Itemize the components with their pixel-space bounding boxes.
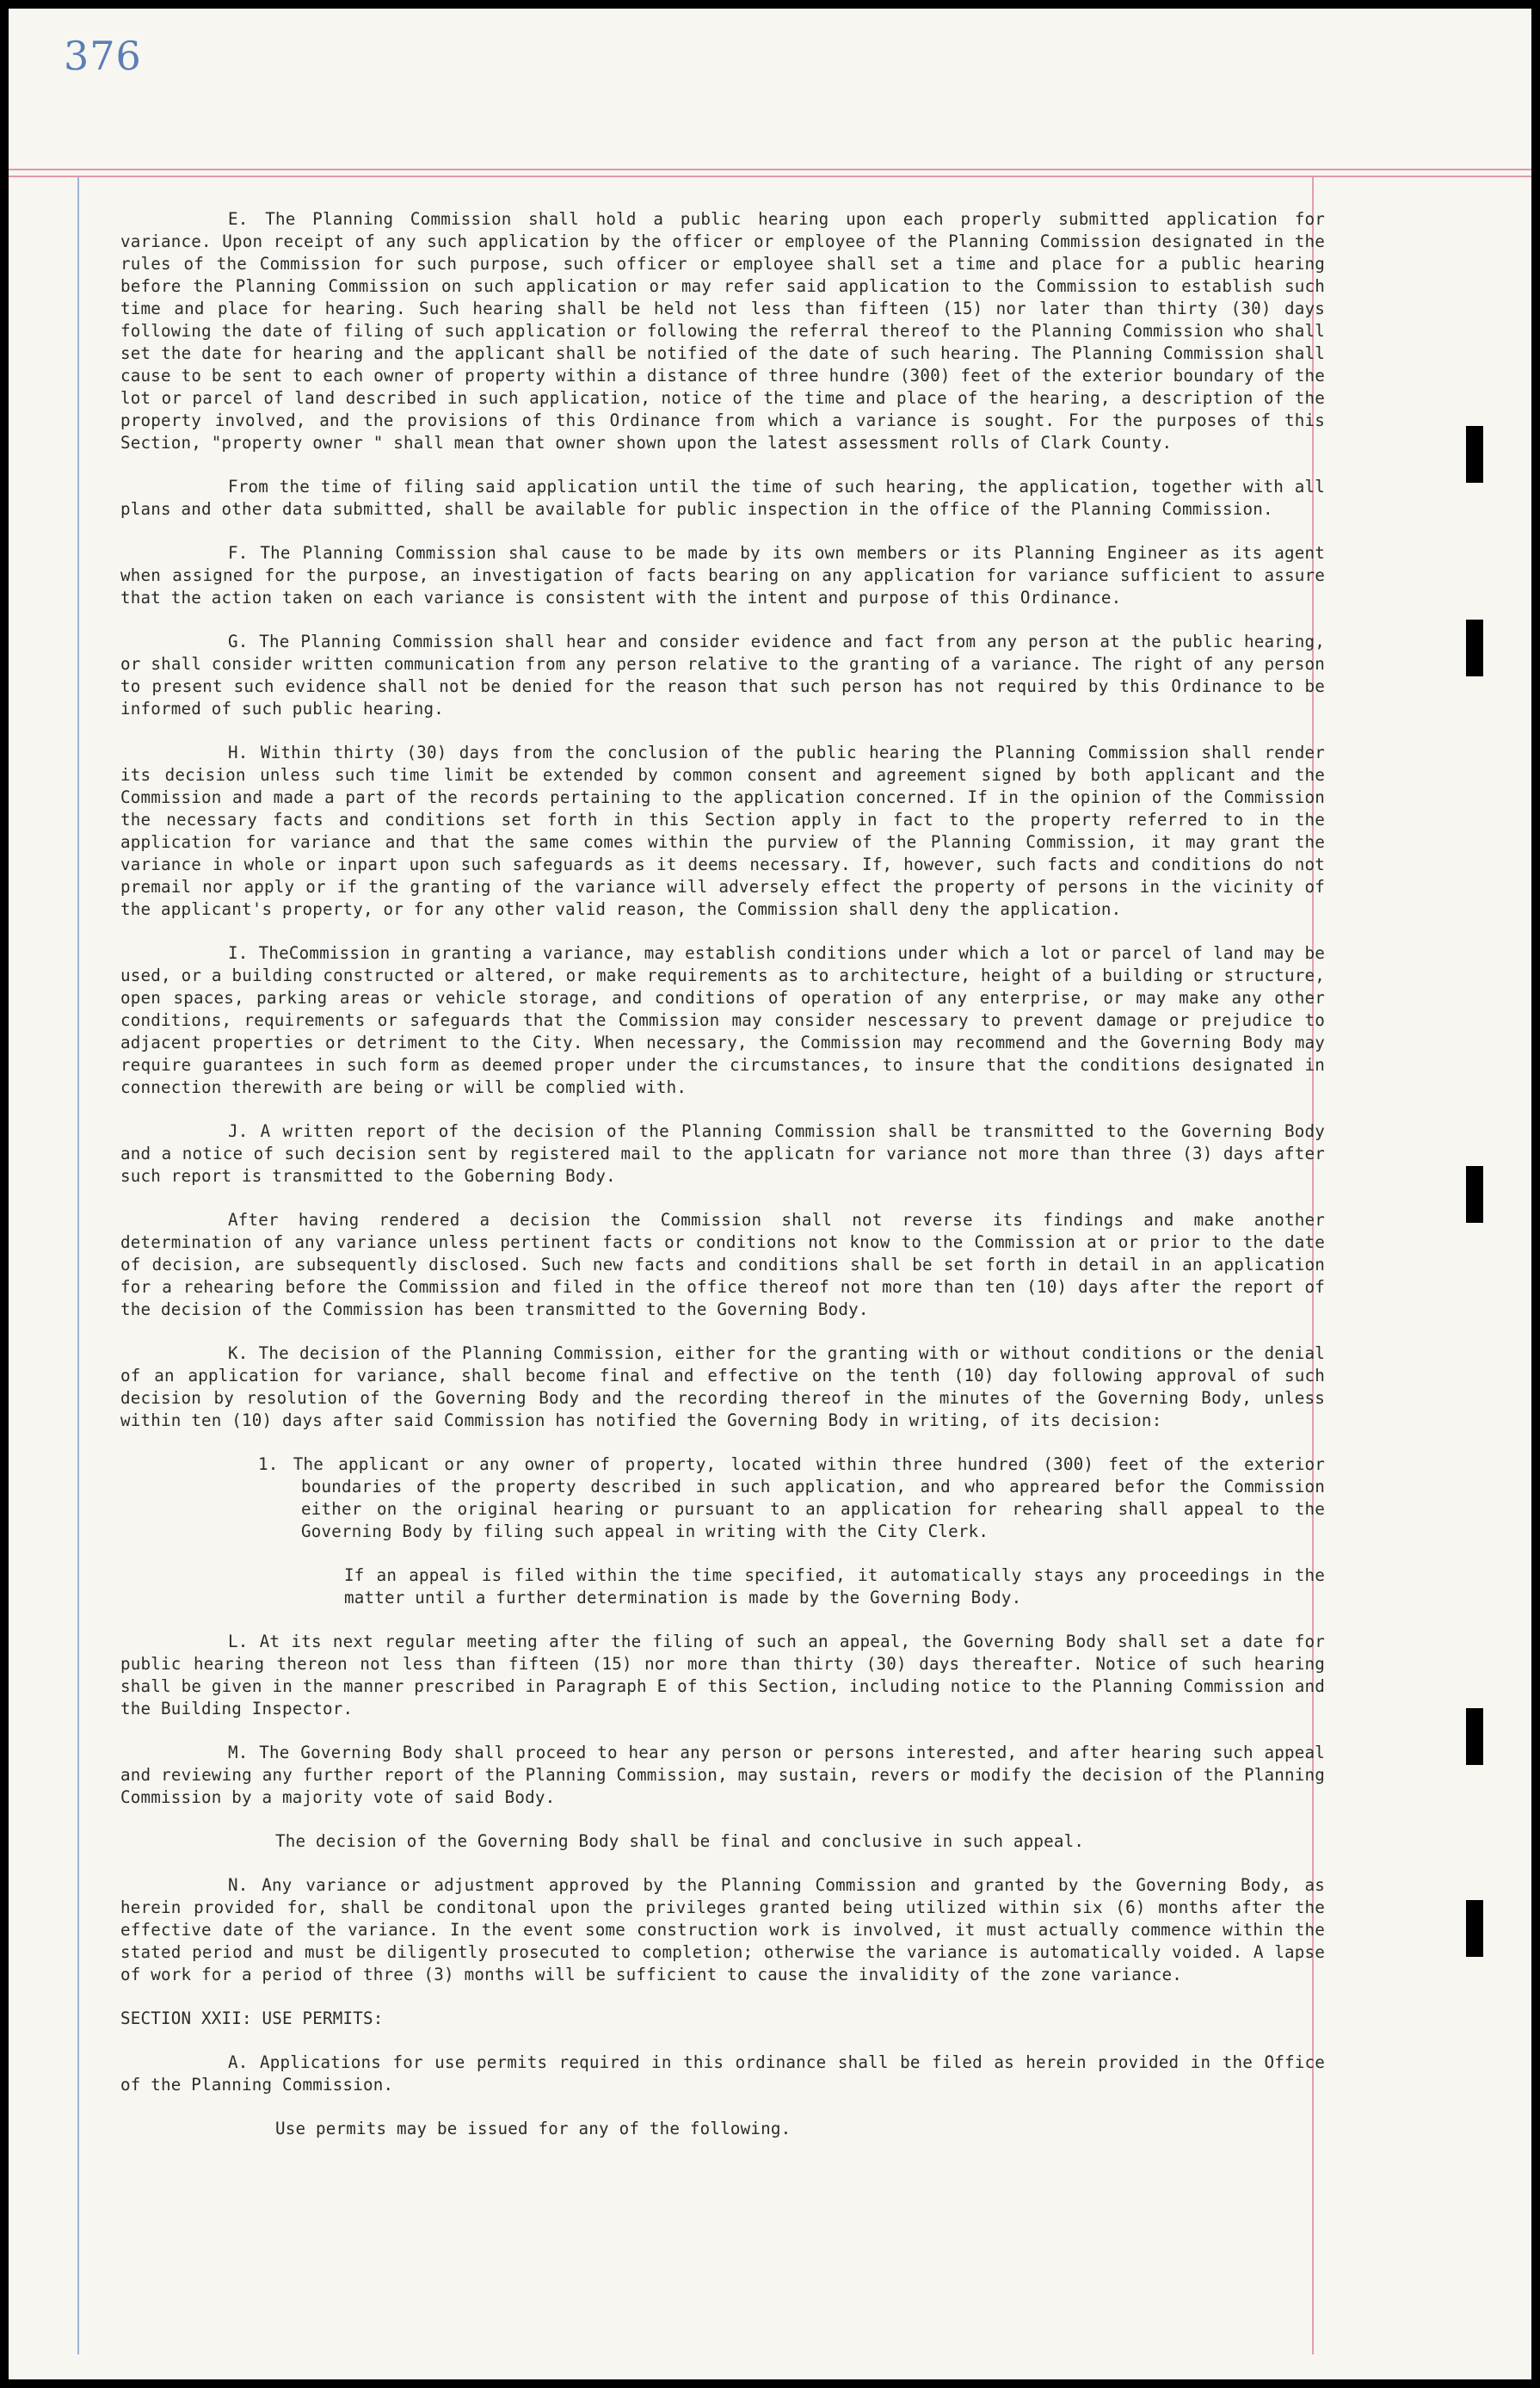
document-body bbox=[120, 208, 1325, 2162]
margin-mark bbox=[1466, 1708, 1483, 1765]
document-page bbox=[9, 9, 1531, 2379]
paragraph-a: A. Applications for use permits required in this ordinance shall be filed as herein provided in the Office of the Planning Commission. bbox=[120, 2052, 1325, 2095]
paragraph-f: F. The Planning Commission shal cause to be made by its own members or its Planning Engineer as its agent when assigned for the purpose, an investigation of facts bearing on any application for variance sufficient to assure that the action taken on each variance is consistent with the intent and purpose of this Ordinance. bbox=[120, 543, 1325, 608]
paragraph-l: L. At its next regular meeting after the filing of such an appeal, the Governing Body shall set a date for public hearing thereon not less than fifteen (15) nor more than thirty (30) days thereafter. Notice of such hearing shall be given in the manner prescribed in Paragraph E of this Section, including notice to the Planning Commission and the Building Inspector. bbox=[120, 1632, 1325, 1718]
top-margin-rule bbox=[9, 169, 1531, 170]
page-number: 376 bbox=[64, 33, 142, 79]
paragraph-i: I. TheCommission in granting a variance, may establish conditions under which a lot or parcel of land may be used, or a building constructed or altered, or make requirements as to architecture, height of a building or structure, open spaces, parking areas or vehicle storage, and conditions of operation of any enterprise, or may make any other conditions, requirements or safeguards that the Commission may consider nescessary to prevent damage or prejudice to adjacent properties or detriment to the City. When necessary, the Commission may recommend and the Governing Body may require guarantees in such form as deemed proper under the circumstances, to insure that the conditions designated in connection therewith are being or will be complied with. bbox=[120, 943, 1325, 1097]
margin-mark bbox=[1466, 620, 1483, 676]
paragraph-n: N. Any variance or adjustment approved by the Planning Commission and granted by the Governing Body, as herein provided for, shall be conditonal upon the privileges granted being utilized within six (6) months after the effective date of the variance. In the event some construction work is involved, it must actually commence within the stated period and must be diligently prosecuted to completion; otherwise the variance is automatically voided. A lapse of work for a period of three (3) months will be sufficient to cause the invalidity of the zone variance. bbox=[120, 1875, 1325, 1984]
paragraph-a-follow: Use permits may be issued for any of the following. bbox=[275, 2119, 792, 2138]
paragraph-m: M. The Governing Body shall proceed to hear any person or persons interested, and after hearing such appeal and reviewing any further report of the Planning Commission, may sustain, revers or modify the decision of the Planning Commission by a majority vote of said Body. bbox=[120, 1743, 1325, 1807]
paragraph-g: G. The Planning Commission shall hear and consider evidence and fact from any person at the public hearing, or shall consider written communication from any person relative to the granting of a variance. The right of any person to present such evidence shall not be denied for the reason that such person has not required by this Ordinance to be informed of such public hearing. bbox=[120, 632, 1325, 719]
paragraph-k: K. The decision of the Planning Commission, either for the granting with or without conditions or the denial of an application for variance, shall become final and effective on the tenth (10) day following approval of such decision by resolution of the Governing Body and the recording thereof in the minutes of the Governing Body, unless within ten (10) days after said Commission has notified the Governing Body in writing, of its decision: bbox=[120, 1343, 1325, 1430]
section-heading: SECTION XXII: USE PERMITS: bbox=[120, 2009, 384, 2028]
top-margin-rule-secondary bbox=[9, 176, 1531, 177]
list-item-1: 1. The applicant or any owner of property, located within three hundred (300) feet of the exterior boundaries of the property described in such application, and who appreared befor the Commission either on the original hearing or pursuant to an application for rehearing shall appeal to the Governing Body by filing such appeal in writing with the City Clerk. bbox=[258, 1454, 1325, 1541]
paragraph-h: H. Within thirty (30) days from the conclusion of the public hearing the Planning Commission shall render its decision unless such time limit be extended by common consent and agreement signed by both applicant and the Commission and made a part of the records pertaining to the application concerned. If in the opinion of the Commission the necessary facts and conditions set forth in this Section apply in fact to the property referred to in the application for variance and that the same comes within the purview of the Planning Commission, it may grant the variance in whole or inpart upon such safeguards as it deems necessary. If, however, such facts and conditions do not premail nor apply or if the granting of the variance will adversely effect the property of persons in the vicinity of the applicant's property, or for any other valid reason, the Commission shall deny the application. bbox=[120, 743, 1325, 919]
left-margin-rule bbox=[77, 177, 79, 2354]
paragraph-m-final: The decision of the Governing Body shall be final and conclusive in such appeal. bbox=[275, 1831, 1085, 1851]
margin-mark bbox=[1466, 426, 1483, 483]
paragraph-j-continued: After having rendered a decision the Commission shall not reverse its findings and make another determination of any variance unless pertinent facts or conditions not know to the Commission at or prior to the date of decision, are subsequently disclosed. Such new facts and conditions shall be set forth in detail in an application for a rehearing before the Commission and filed in the office thereof not more than ten (10) days after the report of the decision of the Commission has been transmitted to the Governing Body. bbox=[120, 1210, 1325, 1319]
list-item-1-subparagraph: If an appeal is filed within the time specified, it automatically stays any proceedings in the matter until a further determination is made by the Governing Body. bbox=[344, 1565, 1325, 1607]
margin-mark bbox=[1466, 1166, 1483, 1223]
paragraph-e: E. The Planning Commission shall hold a public hearing upon each properly submitted application for variance. Upon receipt of any such application by the officer or employee of the Planning Commission designated in the rules of the Commission for such purpose, such officer or employee shall set a time and place for a public hearing before the Planning Commission on such application or may refer said application to the Commission to establish such time and place for hearing. Such hearing shall be held not less than fifteen (15) nor later than thirty (30) days following the date of filing of such application or following the referral thereof to the Planning Commission who shall set the date for hearing and the applicant shall be notified of the date of such hearing. The Planning Commission shall cause to be sent to each owner of property within a distance of three hundre (300) feet of the exterior boundary of the lot or parcel of land described in such application, notice of the time and place of the hearing, a description of the property involved, and the provisions of this Ordinance from which a variance is sought. For the purposes of this Section, "property owner " shall mean that owner shown upon the latest assessment rolls of Clark County. bbox=[120, 209, 1325, 453]
margin-mark bbox=[1466, 1900, 1483, 1957]
paragraph-j: J. A written report of the decision of the Planning Commission shall be transmitted to the Governing Body and a notice of such decision sent by registered mail to the applicatn for variance not more than three (3) days after such report is transmitted to the Goberning Body. bbox=[120, 1121, 1325, 1186]
paragraph-e-continued: From the time of filing said application until the time of such hearing, the application, together with all plans and other data submitted, shall be available for public inspection in the office of the Planning Commission. bbox=[120, 477, 1325, 519]
